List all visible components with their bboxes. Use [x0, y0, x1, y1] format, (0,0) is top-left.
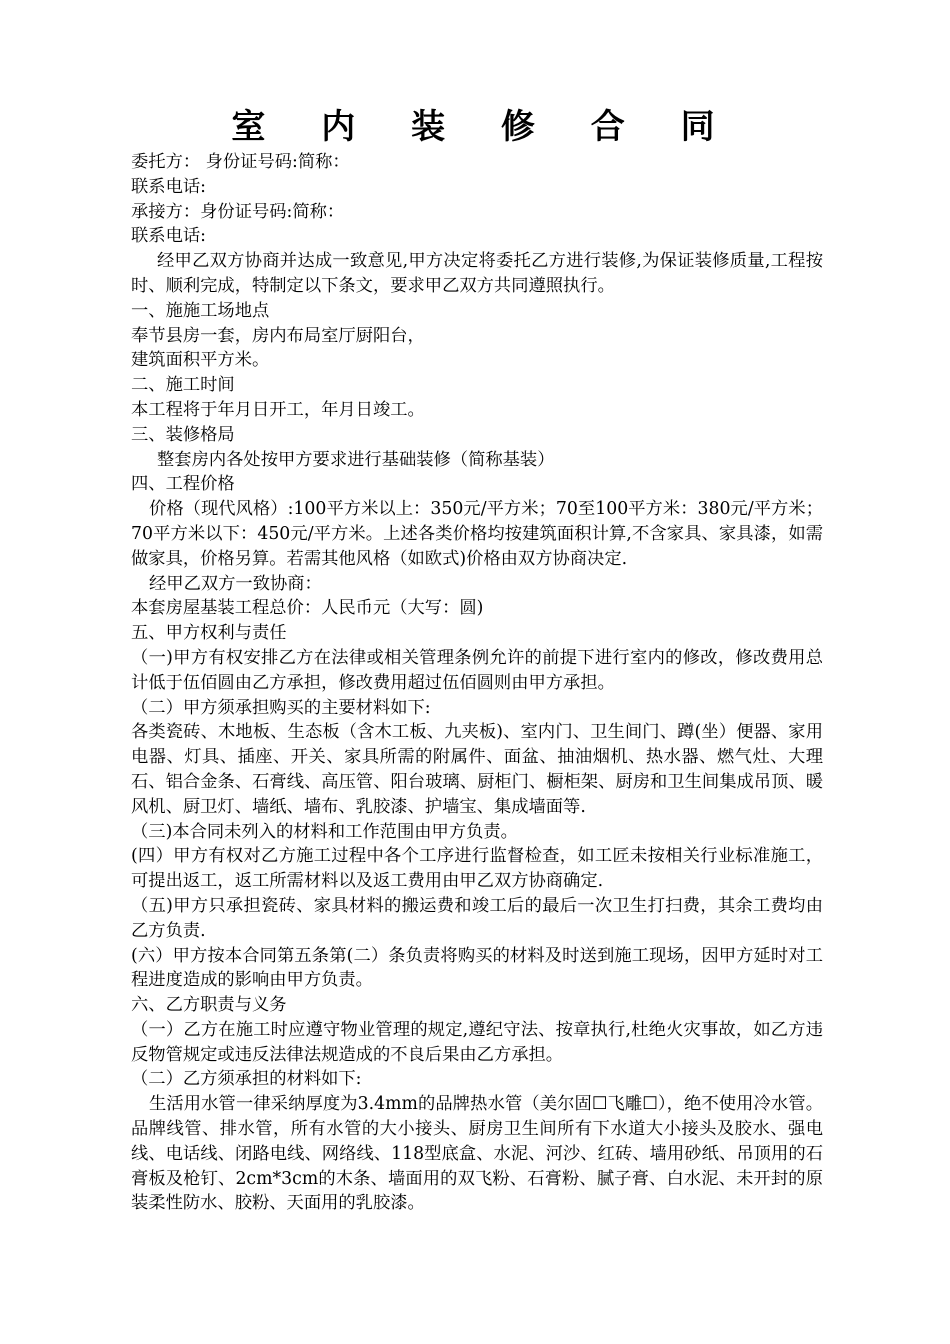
section-5-item-5: （五)甲方只承担瓷砖、家具材料的搬运费和竣工后的最后一次卫生打扫费，其余工费均由乙方负责.	[131, 895, 823, 941]
document-title: 室 内 装 修 合 同	[231, 107, 737, 147]
section-6-title: 六、乙方职责与义务	[131, 995, 287, 1016]
section-1-line-2: 建筑面积平方米。	[131, 350, 270, 371]
section-2-title: 二、施工时间	[131, 375, 235, 396]
section-5-item-4: (四）甲方有权对乙方施工过程中各个工序进行监督检查，如工匠未按相关行业标准施工，可提出返工，返工所需材料以及返工费用由甲乙双方协商确定.	[131, 846, 823, 892]
section-2-line-1: 本工程将于年月日开工，年月日竣工。	[131, 399, 425, 420]
contract-page	[131, 104, 823, 1216]
intro-paragraph: 经甲乙双方协商并达成一致意见,甲方决定将委托乙方进行装修,为保证装修质量,工程按时、顺利完成，特制定以下条文，要求甲乙双方共同遵照执行。	[131, 251, 823, 296]
contractor-phone: 联系电话:	[131, 226, 206, 247]
section-5-item-2: （二）甲方须承担购买的主要材料如下:	[131, 697, 431, 718]
section-1-line-1: 奉节县房一套，房内布局室厅厨阳台，	[131, 325, 425, 346]
section-5-title: 五、甲方权利与责任	[131, 623, 287, 644]
client-line: 委托方： 身份证号码:简称：	[131, 152, 350, 172]
section-3-title: 三、装修格局	[131, 424, 235, 445]
section-3-line-1: 整套房内各处按甲方要求进行基础装修（简称基装）	[157, 449, 555, 470]
section-5-materials-list: 各类瓷砖、木地板、生态板（含木工板、九夹板)、室内门、卫生间门、蹲(坐）便器、家用电器、灯具、插座、开关、家具所需的附属件、面盆、抽油烟机、热水器、燃气灶、大理石、铝合金条、石膏线、高压管、阳台玻璃、厨柜门、橱柜架、厨房和卫生间集成吊顶、暖风机、厨卫灯、墙纸、墙布、乳胶漆、护墙宝、集成墙面等.	[131, 722, 823, 817]
section-6-item-1: （一）乙方在施工时应遵守物业管理的规定,遵纪守法、按章执行,杜绝火灾事故，如乙方违反物管规定或违反法律法规造成的不良后果由乙方承担。	[131, 1019, 823, 1065]
section-4-total-price: 本套房屋基装工程总价：人民币元（大写：圆)	[131, 598, 484, 619]
section-5-item-6: (六）甲方按本合同第五条第(二）条负责将购买的材料及时送到施工现场，因甲方延时对工程进度造成的影响由甲方负责。	[131, 945, 823, 991]
section-5-item-1: （一)甲方有权安排乙方在法律或相关管理条例允许的前提下进行室内的修改，修改费用总计低于伍佰圆由乙方承担，修改费用超过伍佰圆则由甲方承担。	[131, 647, 823, 693]
section-6-item-2: （二）乙方须承担的材料如下:	[131, 1069, 362, 1090]
section-6-materials-list: 生活用水管一律采纳厚度为3.4mm的品牌热水管（美尔固☐飞雕☐），绝不使用冷水管。品牌线管、排水管，所有水管的大小接头、厨房卫生间所有下水道大小接头及胶水、强电线、电话线、闭路电线、网络线、118型底盒、水泥、河沙、红砖、墙用砂纸、吊顶用的石膏板及枪钉、2cm*3cm的木条、墙面用的双飞粉、石膏粉、腻子膏、白水泥、未开封的原装柔性防水、胶粉、天面用的乳胶漆。	[131, 1094, 823, 1214]
section-4-title: 四、工程价格	[131, 474, 235, 495]
section-1-title: 一、施施工场地点	[131, 300, 270, 321]
contractor-line: 承接方：身份证号码:简称：	[131, 201, 345, 222]
section-4-price-paragraph: 价格（现代风格）:100平方米以上：350元/平方米；70至100平方米：380元/平方米；70平方米以下：450元/平方米。上述各类价格均按建筑面积计算,不含家具、家具漆，如需做家具，价格另算。若需其他风格（如欧式)价格由双方协商决定.	[131, 499, 823, 569]
client-phone: 联系电话:	[131, 176, 206, 197]
section-5-item-3: （三)本合同未列入的材料和工作范围由甲方负责。	[131, 821, 518, 842]
section-4-agreement: 经甲乙双方一致协商：	[149, 573, 322, 594]
